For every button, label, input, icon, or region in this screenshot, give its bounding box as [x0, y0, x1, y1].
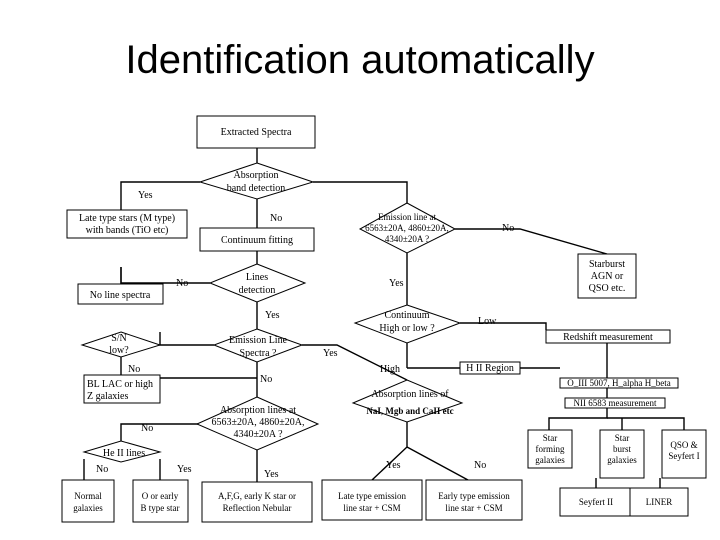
o-iii-label: O_III 5007, H_alpha H_beta [567, 378, 671, 388]
absorption-lines-at-label-2: 6563±20A, 4860±20A, [211, 417, 305, 428]
edge-label-no-emission: No [502, 223, 515, 234]
emission-spectra-label-1: Emission Line [228, 335, 288, 346]
edge-label-yes-afgk: Yes [177, 464, 192, 475]
h-ii-region-box [460, 362, 520, 374]
edge-label-high: High [380, 364, 400, 375]
edge-label-yes-late: Yes [138, 190, 153, 201]
redshift-label: Redshift measurement [563, 332, 653, 343]
edge-label-no-bl-lac: No [128, 364, 141, 375]
edge-label-yes-emission-spectra: Yes [265, 310, 280, 321]
o-early-b-label-2: B type star [140, 503, 180, 513]
normal-galaxies-label-2: galaxies [73, 503, 103, 513]
extracted-spectra-label: Extracted Spectra [220, 127, 292, 138]
nii-6583-box [565, 398, 665, 408]
absorption-lines-at-label-3: 4340±20A ? [233, 429, 283, 440]
star-burst-label-1: Star [614, 433, 630, 443]
early-emission-label-1: Early type emission [438, 491, 510, 501]
absorption-lines-at-diamond [197, 397, 318, 450]
lines-detection-label-2: detection [238, 285, 276, 296]
he-ii-lines-diamond [84, 441, 160, 462]
absorption-band-label-1: Absorption [233, 170, 279, 181]
star-burst-box [600, 430, 644, 478]
sn-low-label-1: S/N [111, 333, 127, 344]
seyfert-ii-box [560, 488, 632, 516]
afgk-label-1: A,F,G, early K star or [217, 491, 297, 501]
edge-label-yes-late-type: Yes [264, 469, 279, 480]
qso-seyfert1-box [662, 430, 706, 478]
lines-detection-diamond [210, 264, 305, 302]
emission-line-at-label-1: Emission line at [378, 212, 436, 222]
edge-label-no-lines: No [176, 278, 189, 289]
normal-galaxies-box [62, 480, 114, 522]
nii-6583-label: NII 6583 measurement [573, 398, 657, 408]
page-title: Identification automatically [125, 38, 595, 82]
nai-mgb-caii-label: NaI, Mgb and CaII etc [366, 406, 454, 416]
liner-label: LINER [645, 497, 673, 507]
star-forming-label-3: galaxies [535, 455, 565, 465]
normal-galaxies-label-1: Normal [74, 491, 102, 501]
qso-label-2: Seyfert I [668, 451, 700, 461]
edge-label-no-he: No [141, 423, 154, 434]
continuum-hl-label-2: High or low ? [379, 323, 435, 334]
early-type-emission-box [426, 480, 522, 520]
late-emission-label-1: Late type emission [338, 491, 406, 501]
afg-k-star-box [202, 482, 312, 522]
redshift-measurement-box [546, 330, 670, 343]
continuum-hl-label-1: Continuum [384, 310, 430, 321]
late-type-label-2: with bands (TiO etc) [85, 225, 169, 236]
qso-label-1: QSO & [670, 440, 698, 450]
no-line-spectra-label: No line spectra [89, 290, 151, 301]
edge-label-yes-late-emission: Yes [386, 460, 401, 471]
lines-detection-label-1: Lines [245, 272, 269, 283]
continuum-high-low-diamond [355, 305, 460, 343]
afgk-label-2: Reflection Nebular [222, 503, 292, 513]
star-forming-box [528, 430, 572, 468]
continuum-fitting-box [200, 228, 314, 251]
o-early-b-label-1: O or early [141, 491, 179, 501]
edge-label-yes-starburst: Yes [389, 278, 404, 289]
absorption-band-label-2: band detection [226, 183, 286, 194]
no-line-spectra-box [78, 284, 163, 304]
seyfert-ii-label: Seyfert II [578, 497, 614, 507]
edge-label-no-continuum: No [270, 213, 283, 224]
edge-label-yes-o: No [96, 464, 109, 475]
edge-label-low: Low [478, 316, 497, 327]
bl-lac-box [84, 375, 160, 403]
edge-label-no-early-emission: No [474, 460, 487, 471]
bl-lac-label-1: BL LAC or high [87, 379, 154, 390]
emission-line-spectra-diamond [214, 329, 302, 362]
emission-line-at-label-2: 6563±20A, 4860±20A, [365, 223, 449, 233]
h-ii-region-label: H II Region [466, 363, 514, 374]
he-ii-lines-label: He II lines [102, 448, 146, 459]
early-emission-label-2: line star + CSM [445, 503, 503, 513]
late-type-label-1: Late type stars (M type) [78, 213, 176, 224]
emission-line-at-label-3: 4340±20A ? [384, 234, 430, 244]
absorption-lines-of-diamond [353, 380, 462, 422]
sn-low-diamond [82, 332, 160, 357]
continuum-fitting-label: Continuum fitting [221, 235, 293, 246]
absorption-band-detection-diamond [200, 163, 313, 199]
late-emission-label-2: line star + CSM [343, 503, 401, 513]
absorption-lines-of-label: Absorption lines of [371, 389, 449, 400]
absorption-lines-at-label-1: Absorption lines at [219, 405, 297, 416]
o-or-early-b-box [133, 480, 188, 522]
sn-low-label-2: low? [109, 345, 129, 356]
edge-label-yes-continuum: Yes [323, 348, 338, 359]
star-forming-label-1: Star [542, 433, 558, 443]
liner-box [630, 488, 688, 516]
o-iii-box [560, 378, 678, 388]
starburst-agn-box [578, 254, 636, 298]
starburst-label-1: Starburst [588, 259, 626, 270]
star-forming-label-2: forming [535, 444, 565, 454]
extracted-spectra-box [197, 116, 315, 148]
starburst-label-3: QSO etc. [588, 283, 626, 294]
late-type-stars-box [67, 210, 187, 238]
late-type-emission-box [322, 480, 422, 520]
star-burst-label-2: burst [613, 444, 631, 454]
emission-line-at-diamond [360, 203, 455, 253]
bl-lac-label-2: Z galaxies [87, 391, 129, 402]
emission-spectra-label-2: Spectra ? [239, 348, 277, 359]
starburst-label-2: AGN or [590, 271, 624, 282]
star-burst-label-3: galaxies [607, 455, 637, 465]
edge-label-no-absorption: No [260, 374, 273, 385]
